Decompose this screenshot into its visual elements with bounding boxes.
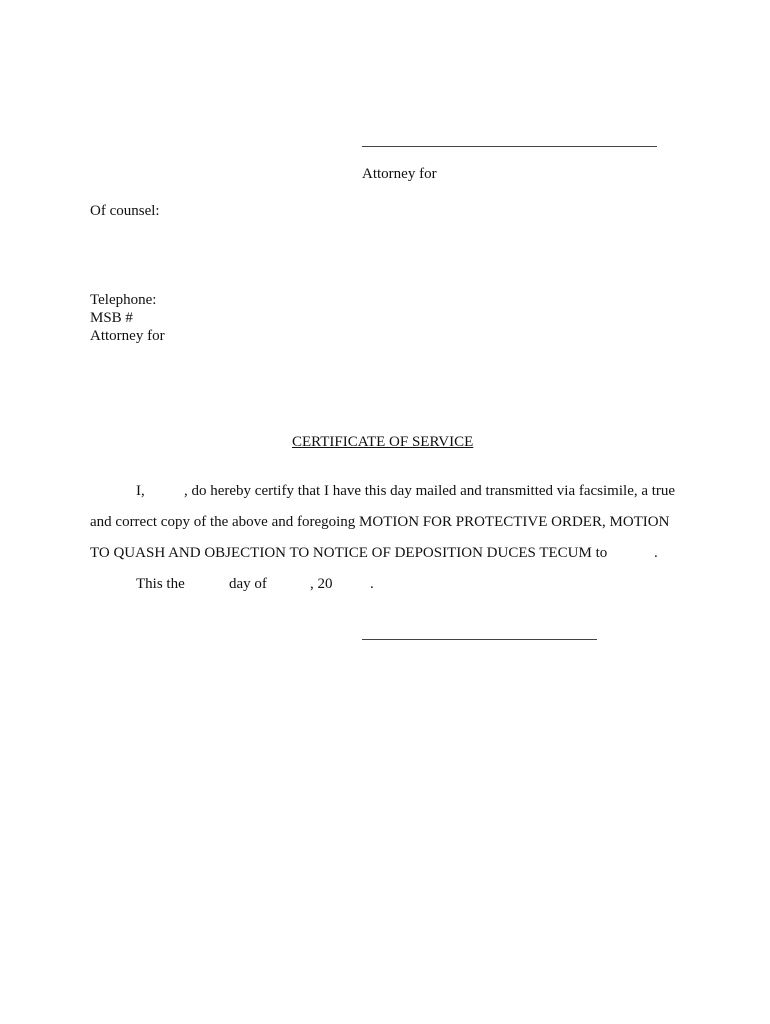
attorney-for-label: Attorney for <box>362 166 437 182</box>
certificate-line-1-rest: , do hereby certify that I have this day mailed and transmitted via facsimile, a true <box>184 483 676 499</box>
date-this-the: This the <box>136 576 185 592</box>
certificate-line-1-start: I, <box>136 483 145 499</box>
telephone-label: Telephone: <box>90 292 157 308</box>
date-end: . <box>370 576 374 592</box>
counsel-attorney-for-label: Attorney for <box>90 328 165 344</box>
signature-line-bottom <box>362 639 597 640</box>
date-year: , 20 <box>310 576 333 592</box>
certificate-line-2: and correct copy of the above and foregoing MOTION FOR PROTECTIVE ORDER, MOTION <box>90 514 670 530</box>
certificate-title: CERTIFICATE OF SERVICE <box>292 434 474 450</box>
msb-label: MSB # <box>90 310 133 326</box>
date-day-of: day of <box>229 576 267 592</box>
signature-line-top <box>362 146 657 147</box>
certificate-line-3-end: . <box>654 545 658 561</box>
of-counsel-label: Of counsel: <box>90 203 160 219</box>
certificate-line-3: TO QUASH AND OBJECTION TO NOTICE OF DEPOSITION DUCES TECUM to <box>90 545 608 561</box>
